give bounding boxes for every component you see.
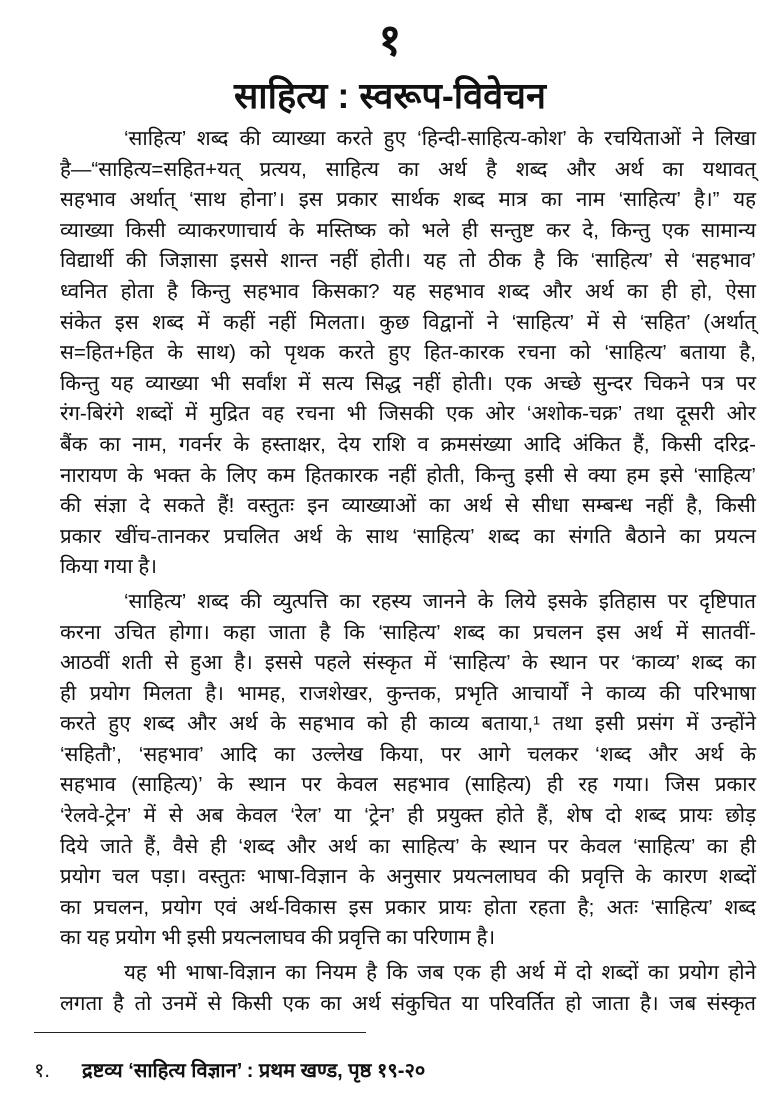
text-line: विद्यार्थी की जिज्ञासा इससे शान्त नहीं होती। यह तो ठीक है कि ‘साहित्य’ से ‘सहभाव’ (60, 249, 756, 273)
text-line: किन्तु यह व्याख्या भी सर्वांश में सत्य सिद्ध नहीं होती। एक अच्छे सुन्दर चिकने पत्र पर (60, 371, 756, 395)
footnote-text: द्रष्टव्य ‘साहित्य विज्ञान’ : प्रथम खण्ड, पृष्ठ १९-२० (82, 1060, 426, 1082)
text-line: ‘सहितौ’, ‘सहभाव’ आदि का उल्लेख किया, पर आगे चलकर ‘शब्द और अर्थ के (60, 742, 756, 766)
text-line: प्रयोग चल पड़ा। वस्तुतः भाषा-विज्ञान के अनुसार प्रयत्नलाघव की प्रवृत्ति के कारण शब्दों (60, 865, 756, 889)
text-line: की संज्ञा दे सकते हैं! वस्तुतः इन व्याख्याओं का अर्थ से सीधा सम्बन्ध नहीं है, किसी (60, 494, 756, 518)
chapter-number: १ (378, 16, 402, 65)
text-line: रंग-बिरंगे शब्दों में मुद्रित वह रचना भी जिसकी एक ओर ‘अशोक-चक्र’ तथा दूसरी ओर (60, 402, 756, 426)
footnote-divider (34, 1032, 366, 1033)
text-line: नारायण के भक्त के लिए कम हितकारक नहीं होती, किन्तु इसी से क्या हम इसे ‘साहित्य’ (60, 463, 756, 487)
text-line: संकेत इस शब्द में कहीं नहीं मिलता। कुछ विद्वानों ने ‘साहित्य’ में से ‘सहित’ (अर्थात् (60, 310, 756, 334)
text-line: ही प्रयोग मिलता है। भामह, राजशेखर, कुन्तक, प्रभृति आचार्यों ने काव्य की परिभाषा (60, 681, 756, 705)
paragraph (60, 124, 756, 583)
paragraph (60, 958, 756, 1019)
text-line: करना उचित होगा। कहा जाता है कि ‘साहित्य’ शब्द का प्रचलन इस अर्थ में सातवीं- (60, 620, 756, 644)
text-line: बैंक का नाम, गवर्नर के हस्ताक्षर, देय राशि व क्रमसंख्या आदि अंकित हैं, किसी दरिद्र- (60, 432, 756, 456)
text-line: ‘रेलवे-ट्रेन’ में से अब केवल ‘रेल’ या ‘ट्रेन’ ही प्रयुक्त होते हैं, शेष दो शब्द प्रायः छोड़ (60, 804, 756, 828)
text-line: सहभाव अर्थात् ‘साथ होना’। इस प्रकार सार्थक शब्द मात्र का नाम ‘साहित्य’ है।” यह (60, 188, 756, 212)
footnote (34, 1056, 425, 1083)
text-line: यह भी भाषा-विज्ञान का नियम है कि जब एक ही अर्थ में दो शब्दों का प्रयोग होने (124, 961, 756, 985)
text-line: व्याख्या किसी व्याकरणाचार्य के मस्तिष्क को भले ही सन्तुष्ट कर दे, किन्तु एक सामान्य (60, 218, 756, 242)
text-line: है—“साहित्य=सहित+यत् प्रत्यय, साहित्य का अर्थ है शब्द और अर्थ का यथावत् (60, 157, 756, 181)
text-line: ‘साहित्य’ शब्द की व्याख्या करते हुए ‘हिन्दी-साहित्य-कोश’ के रचयिताओं ने लिखा (124, 127, 756, 150)
text-line: का यह प्रयोग भी इसी प्रयत्नलाघव की प्रवृत्ति का परिणाम है। (60, 926, 496, 950)
footnote-number: १. (34, 1060, 50, 1082)
text-line: ‘साहित्य’ शब्द की व्युत्पत्ति का रहस्य जानने के लिये इसके इतिहास पर दृष्टिपात (124, 589, 756, 613)
text-line: आठवीं शती से हुआ है। इससे पहले संस्कृत में ‘साहित्य’ के स्थान पर ‘काव्य’ शब्द का (60, 651, 756, 675)
text-line: करते हुए शब्द और अर्थ के सहभाव को ही काव्य बताया,¹ तथा इसी प्रसंग में उन्होंने (60, 712, 756, 736)
paragraph (60, 587, 756, 954)
body-text (60, 124, 756, 1019)
text-line: का प्रचलन, प्रयोग एवं अर्थ-विकास इस प्रकार प्रायः होता रहता है; अतः ‘साहित्य’ शब्द (60, 895, 756, 919)
text-line: लगता है तो उनमें से किसी एक का अर्थ संकुचित या परिवर्तित हो जाता है। जब संस्कृत (60, 991, 756, 1015)
text-line: ध्वनित होता है किन्तु सहभाव किसका? यह सहभाव शब्द और अर्थ का ही हो, ऐसा (60, 279, 756, 303)
chapter-title: साहित्य : स्वरूप-विवेचन (233, 75, 547, 116)
text-line: सहभाव (साहित्य)’ के स्थान पर केवल सहभाव (साहित्य) ही रह गया। जिस प्रकार (60, 773, 756, 797)
text-line: किया गया है। (60, 555, 158, 579)
text-line: प्रकार खींच-तानकर प्रचलित अर्थ के साथ ‘साहित्य’ शब्द का संगति बैठाने का प्रयत्न (60, 524, 756, 548)
text-line: स=हित+हित के साथ) को पृथक करते हुए हित-कारक रचना को ‘साहित्य’ बताया है, (60, 341, 756, 365)
text-line: दिये जाते हैं, वैसे ही ‘शब्द और अर्थ का साहित्य’ के स्थान पर केवल ‘साहित्य’ का ही (60, 834, 756, 858)
